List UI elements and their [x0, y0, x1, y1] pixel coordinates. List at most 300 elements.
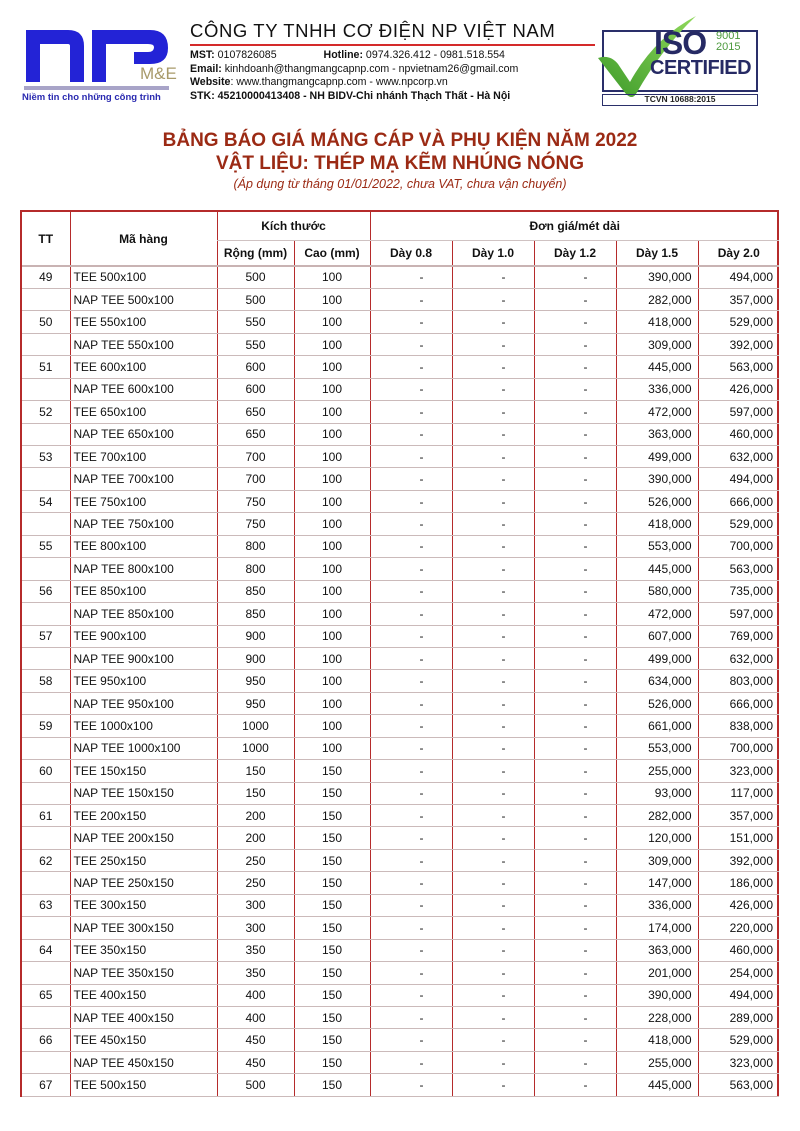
table-row	[22, 401, 779, 423]
row-number: 67	[22, 1074, 70, 1096]
price-1-0: -	[452, 446, 534, 468]
row-number	[22, 333, 70, 355]
row-number: 64	[22, 939, 70, 961]
table-row	[22, 423, 779, 445]
price-1-5: 526,000	[616, 692, 698, 714]
table-row	[22, 446, 779, 468]
table-row	[22, 311, 779, 333]
price-1-5: 336,000	[616, 378, 698, 400]
price-1-2: -	[534, 1074, 616, 1096]
price-2-0: 392,000	[698, 333, 779, 355]
height-mm: 150	[294, 939, 370, 961]
price-2-0: 220,000	[698, 917, 779, 939]
row-number: 58	[22, 670, 70, 692]
header-height: Cao (mm)	[294, 240, 370, 266]
price-1-5: 390,000	[616, 266, 698, 288]
table-row	[22, 1051, 779, 1073]
document-title: BẢNG BÁO GIÁ MÁNG CÁP VÀ PHỤ KIỆN NĂM 2022	[162, 130, 638, 151]
item-code: NAP TEE 950x100	[70, 692, 217, 714]
item-code: TEE 300x150	[70, 894, 217, 916]
price-1-5: 390,000	[616, 468, 698, 490]
price-0-8: -	[370, 670, 452, 692]
width-mm: 650	[217, 423, 294, 445]
price-1-5: 363,000	[616, 423, 698, 445]
item-code: TEE 700x100	[70, 446, 217, 468]
header-width: Rộng (mm)	[217, 240, 294, 266]
price-1-2: -	[534, 446, 616, 468]
price-0-8: -	[370, 401, 452, 423]
price-2-0: 563,000	[698, 356, 779, 378]
price-1-0: -	[452, 827, 534, 849]
width-mm: 550	[217, 311, 294, 333]
height-mm: 150	[294, 894, 370, 916]
price-0-8: -	[370, 490, 452, 512]
price-1-0: -	[452, 939, 534, 961]
price-2-0: 186,000	[698, 872, 779, 894]
price-1-2: -	[534, 894, 616, 916]
width-mm: 650	[217, 401, 294, 423]
price-0-8: -	[370, 1029, 452, 1051]
price-1-2: -	[534, 535, 616, 557]
height-mm: 150	[294, 984, 370, 1006]
price-table-container	[20, 210, 779, 1097]
width-mm: 850	[217, 580, 294, 602]
price-2-0: 563,000	[698, 558, 779, 580]
company-contacts	[190, 49, 600, 103]
price-0-8: -	[370, 715, 452, 737]
price-2-0: 563,000	[698, 1074, 779, 1096]
row-number: 62	[22, 849, 70, 871]
width-mm: 800	[217, 558, 294, 580]
header-thickness-2-0: Dày 2.0	[698, 240, 779, 266]
price-1-2: -	[534, 580, 616, 602]
price-2-0: 700,000	[698, 737, 779, 759]
height-mm: 150	[294, 805, 370, 827]
price-2-0: 632,000	[698, 446, 779, 468]
item-code: NAP TEE 400x150	[70, 1006, 217, 1028]
row-number: 53	[22, 446, 70, 468]
price-1-2: -	[534, 311, 616, 333]
price-2-0: 117,000	[698, 782, 779, 804]
row-number	[22, 1006, 70, 1028]
row-number	[22, 827, 70, 849]
height-mm: 150	[294, 1051, 370, 1073]
width-mm: 200	[217, 805, 294, 827]
price-1-5: 120,000	[616, 827, 698, 849]
logo-suffix: M&E	[140, 64, 177, 83]
website-value[interactable]: : www.thangmangcapnp.com - www.npcorp.vn	[230, 76, 448, 89]
price-1-2: -	[534, 603, 616, 625]
height-mm: 100	[294, 490, 370, 512]
price-0-8: -	[370, 894, 452, 916]
row-number: 49	[22, 266, 70, 288]
row-number	[22, 962, 70, 984]
price-2-0: 769,000	[698, 625, 779, 647]
iso-standard-number: 9001	[716, 30, 741, 42]
price-1-5: 147,000	[616, 872, 698, 894]
table-row	[22, 625, 779, 647]
table-row	[22, 984, 779, 1006]
company-logo	[22, 26, 177, 103]
table-row	[22, 894, 779, 916]
email-line	[190, 63, 600, 77]
price-2-0: 426,000	[698, 894, 779, 916]
price-0-8: -	[370, 423, 452, 445]
price-0-8: -	[370, 558, 452, 580]
price-0-8: -	[370, 939, 452, 961]
table-row	[22, 1006, 779, 1028]
logo-underline	[24, 86, 169, 90]
iso-certified-label: CERTIFIED	[650, 57, 752, 79]
price-1-2: -	[534, 737, 616, 759]
iso-certification-badge	[596, 14, 766, 104]
price-1-2: -	[534, 333, 616, 355]
item-code: NAP TEE 600x100	[70, 378, 217, 400]
price-1-0: -	[452, 423, 534, 445]
hotline-value[interactable]: 0974.326.412 - 0981.518.554	[362, 49, 505, 61]
height-mm: 100	[294, 401, 370, 423]
row-number	[22, 872, 70, 894]
table-row	[22, 737, 779, 759]
price-0-8: -	[370, 266, 452, 288]
price-0-8: -	[370, 333, 452, 355]
price-1-0: -	[452, 266, 534, 288]
price-1-5: 607,000	[616, 625, 698, 647]
email-value[interactable]: kinhdoanh@thangmangcapnp.com - npvietnam26@gmail.com	[221, 62, 519, 75]
price-0-8: -	[370, 805, 452, 827]
item-code: NAP TEE 250x150	[70, 872, 217, 894]
price-1-5: 255,000	[616, 760, 698, 782]
table-row	[22, 603, 779, 625]
price-1-0: -	[452, 490, 534, 512]
row-number: 63	[22, 894, 70, 916]
price-2-0: 494,000	[698, 266, 779, 288]
price-2-0: 357,000	[698, 805, 779, 827]
width-mm: 700	[217, 446, 294, 468]
price-2-0: 838,000	[698, 715, 779, 737]
company-name: CÔNG TY TNHH CƠ ĐIỆN NP VIỆT NAM	[190, 20, 556, 41]
price-1-2: -	[534, 1006, 616, 1028]
item-code: TEE 550x100	[70, 311, 217, 333]
item-code: NAP TEE 200x150	[70, 827, 217, 849]
price-1-2: -	[534, 827, 616, 849]
price-1-2: -	[534, 513, 616, 535]
price-1-2: -	[534, 625, 616, 647]
item-code: TEE 500x100	[70, 266, 217, 288]
width-mm: 600	[217, 356, 294, 378]
price-1-0: -	[452, 1074, 534, 1096]
item-code: TEE 400x150	[70, 984, 217, 1006]
email-label: Email:	[190, 62, 222, 75]
price-0-8: -	[370, 827, 452, 849]
price-1-0: -	[452, 692, 534, 714]
table-row	[22, 670, 779, 692]
price-1-5: 282,000	[616, 288, 698, 310]
item-code: TEE 1000x100	[70, 715, 217, 737]
price-1-0: -	[452, 760, 534, 782]
price-0-8: -	[370, 356, 452, 378]
price-1-2: -	[534, 782, 616, 804]
item-code: TEE 600x100	[70, 356, 217, 378]
row-number: 60	[22, 760, 70, 782]
price-1-2: -	[534, 490, 616, 512]
price-0-8: -	[370, 1074, 452, 1096]
header-price-group: Đơn giá/mét dài	[370, 212, 779, 240]
website-label: Website	[190, 76, 231, 89]
height-mm: 100	[294, 356, 370, 378]
price-1-2: -	[534, 558, 616, 580]
table-row	[22, 535, 779, 557]
item-code: NAP TEE 900x100	[70, 647, 217, 669]
row-number: 61	[22, 805, 70, 827]
width-mm: 400	[217, 984, 294, 1006]
width-mm: 850	[217, 603, 294, 625]
width-mm: 900	[217, 647, 294, 669]
price-1-0: -	[452, 962, 534, 984]
hotline-label: Hotline:	[323, 49, 363, 61]
price-2-0: 460,000	[698, 939, 779, 961]
price-1-0: -	[452, 715, 534, 737]
price-0-8: -	[370, 378, 452, 400]
height-mm: 150	[294, 962, 370, 984]
item-code: TEE 650x100	[70, 401, 217, 423]
price-0-8: -	[370, 1006, 452, 1028]
height-mm: 150	[294, 1029, 370, 1051]
price-1-5: 418,000	[616, 513, 698, 535]
row-number	[22, 468, 70, 490]
table-row	[22, 805, 779, 827]
height-mm: 100	[294, 558, 370, 580]
width-mm: 250	[217, 849, 294, 871]
price-1-5: 553,000	[616, 737, 698, 759]
price-1-0: -	[452, 1051, 534, 1073]
table-row	[22, 266, 779, 288]
row-number	[22, 558, 70, 580]
row-number: 52	[22, 401, 70, 423]
price-1-5: 526,000	[616, 490, 698, 512]
price-1-2: -	[534, 805, 616, 827]
item-code: NAP TEE 700x100	[70, 468, 217, 490]
price-1-5: 445,000	[616, 558, 698, 580]
price-1-5: 634,000	[616, 670, 698, 692]
table-row	[22, 917, 779, 939]
price-1-0: -	[452, 917, 534, 939]
price-1-2: -	[534, 984, 616, 1006]
item-code: TEE 250x150	[70, 849, 217, 871]
price-1-0: -	[452, 513, 534, 535]
height-mm: 100	[294, 266, 370, 288]
table-row	[22, 872, 779, 894]
item-code: TEE 350x150	[70, 939, 217, 961]
price-1-0: -	[452, 849, 534, 871]
height-mm: 100	[294, 737, 370, 759]
price-1-0: -	[452, 378, 534, 400]
width-mm: 350	[217, 962, 294, 984]
row-number	[22, 423, 70, 445]
price-2-0: 632,000	[698, 647, 779, 669]
price-0-8: -	[370, 984, 452, 1006]
price-0-8: -	[370, 535, 452, 557]
height-mm: 150	[294, 1006, 370, 1028]
price-1-2: -	[534, 849, 616, 871]
price-0-8: -	[370, 872, 452, 894]
table-row	[22, 782, 779, 804]
price-1-5: 93,000	[616, 782, 698, 804]
price-2-0: 426,000	[698, 378, 779, 400]
price-0-8: -	[370, 311, 452, 333]
price-0-8: -	[370, 692, 452, 714]
item-code: NAP TEE 300x150	[70, 917, 217, 939]
mst-value: 0107826085	[214, 49, 277, 61]
table-row	[22, 490, 779, 512]
height-mm: 100	[294, 423, 370, 445]
price-1-0: -	[452, 401, 534, 423]
item-code: NAP TEE 750x100	[70, 513, 217, 535]
price-1-5: 499,000	[616, 647, 698, 669]
price-2-0: 392,000	[698, 849, 779, 871]
height-mm: 100	[294, 446, 370, 468]
item-code: NAP TEE 650x100	[70, 423, 217, 445]
height-mm: 150	[294, 872, 370, 894]
price-1-5: 228,000	[616, 1006, 698, 1028]
price-1-5: 661,000	[616, 715, 698, 737]
price-1-5: 255,000	[616, 1051, 698, 1073]
price-1-0: -	[452, 311, 534, 333]
price-0-8: -	[370, 513, 452, 535]
bank-account-line	[190, 90, 600, 104]
width-mm: 900	[217, 625, 294, 647]
table-row	[22, 827, 779, 849]
price-1-5: 336,000	[616, 894, 698, 916]
item-code: TEE 200x150	[70, 805, 217, 827]
price-2-0: 529,000	[698, 311, 779, 333]
table-row	[22, 939, 779, 961]
row-number: 65	[22, 984, 70, 1006]
price-1-2: -	[534, 872, 616, 894]
price-2-0: 289,000	[698, 1006, 779, 1028]
header-divider	[190, 44, 595, 46]
price-1-5: 201,000	[616, 962, 698, 984]
price-1-0: -	[452, 872, 534, 894]
price-0-8: -	[370, 603, 452, 625]
price-2-0: 357,000	[698, 288, 779, 310]
price-1-2: -	[534, 288, 616, 310]
price-2-0: 597,000	[698, 401, 779, 423]
price-2-0: 597,000	[698, 603, 779, 625]
price-1-0: -	[452, 535, 534, 557]
price-1-0: -	[452, 805, 534, 827]
price-1-2: -	[534, 356, 616, 378]
table-row	[22, 1074, 779, 1096]
document-material-title: VẬT LIỆU: THÉP MẠ KẼM NHÚNG NÓNG	[215, 153, 585, 174]
table-row	[22, 288, 779, 310]
height-mm: 100	[294, 647, 370, 669]
width-mm: 250	[217, 872, 294, 894]
price-2-0: 803,000	[698, 670, 779, 692]
price-2-0: 494,000	[698, 984, 779, 1006]
width-mm: 150	[217, 760, 294, 782]
width-mm: 800	[217, 535, 294, 557]
item-code: NAP TEE 150x150	[70, 782, 217, 804]
price-2-0: 700,000	[698, 535, 779, 557]
price-1-5: 472,000	[616, 603, 698, 625]
price-1-2: -	[534, 378, 616, 400]
height-mm: 100	[294, 468, 370, 490]
table-row	[22, 849, 779, 871]
price-1-0: -	[452, 647, 534, 669]
price-1-5: 309,000	[616, 849, 698, 871]
width-mm: 300	[217, 917, 294, 939]
price-0-8: -	[370, 849, 452, 871]
price-1-0: -	[452, 737, 534, 759]
item-code: TEE 500x150	[70, 1074, 217, 1096]
table-row	[22, 356, 779, 378]
price-1-5: 390,000	[616, 984, 698, 1006]
price-1-5: 174,000	[616, 917, 698, 939]
price-0-8: -	[370, 917, 452, 939]
width-mm: 500	[217, 266, 294, 288]
price-2-0: 735,000	[698, 580, 779, 602]
price-1-2: -	[534, 266, 616, 288]
price-1-0: -	[452, 1006, 534, 1028]
price-2-0: 529,000	[698, 513, 779, 535]
width-mm: 700	[217, 468, 294, 490]
item-code: TEE 850x100	[70, 580, 217, 602]
row-number: 51	[22, 356, 70, 378]
mst-label: MST:	[190, 49, 215, 61]
price-1-5: 418,000	[616, 1029, 698, 1051]
table-row	[22, 962, 779, 984]
row-number	[22, 603, 70, 625]
price-1-5: 553,000	[616, 535, 698, 557]
width-mm: 500	[217, 288, 294, 310]
price-1-2: -	[534, 647, 616, 669]
height-mm: 100	[294, 513, 370, 535]
height-mm: 100	[294, 535, 370, 557]
item-code: TEE 900x100	[70, 625, 217, 647]
row-number	[22, 782, 70, 804]
item-code: NAP TEE 800x100	[70, 558, 217, 580]
height-mm: 150	[294, 917, 370, 939]
height-mm: 100	[294, 333, 370, 355]
item-code: TEE 450x150	[70, 1029, 217, 1051]
height-mm: 100	[294, 378, 370, 400]
price-1-5: 472,000	[616, 401, 698, 423]
row-number	[22, 288, 70, 310]
row-number: 59	[22, 715, 70, 737]
table-row	[22, 558, 779, 580]
price-2-0: 460,000	[698, 423, 779, 445]
row-number: 55	[22, 535, 70, 557]
item-code: NAP TEE 850x100	[70, 603, 217, 625]
table-row	[22, 378, 779, 400]
price-0-8: -	[370, 737, 452, 759]
header-thickness-1-5: Dày 1.5	[616, 240, 698, 266]
height-mm: 150	[294, 782, 370, 804]
height-mm: 150	[294, 1074, 370, 1096]
price-1-2: -	[534, 715, 616, 737]
price-1-0: -	[452, 782, 534, 804]
price-1-5: 445,000	[616, 1074, 698, 1096]
price-1-0: -	[452, 894, 534, 916]
item-code: NAP TEE 550x100	[70, 333, 217, 355]
price-1-5: 499,000	[616, 446, 698, 468]
item-code: TEE 800x100	[70, 535, 217, 557]
price-1-2: -	[534, 1051, 616, 1073]
iso-standard	[716, 31, 740, 53]
price-1-2: -	[534, 1029, 616, 1051]
row-number	[22, 737, 70, 759]
